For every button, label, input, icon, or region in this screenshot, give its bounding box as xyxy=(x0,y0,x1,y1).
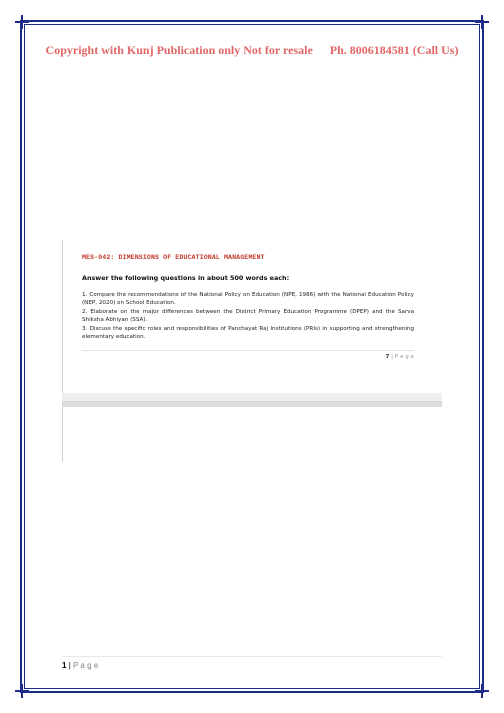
footer-page-number: 1 xyxy=(62,661,67,670)
corner-ornament-icon xyxy=(15,15,29,29)
footer-page-word: P a g e xyxy=(73,661,99,670)
corner-ornament-icon xyxy=(475,15,489,29)
question-item: 1. Compare the recommendations of the National Policy on Education (NPE, 1986) with the National Education Policy (NEP, 2020) on School Education. xyxy=(82,292,414,307)
page-gap xyxy=(62,393,442,401)
copyright-header xyxy=(0,43,504,58)
question-list xyxy=(82,291,414,341)
question-item: 2. Elaborate on the major differences between the District Primary Education Programme (DPEP) and the Sarva Shiksha Abhiyan (SSA). xyxy=(82,308,414,324)
embedded-page-word: P a g e xyxy=(394,354,414,360)
embedded-page-number: 7 | P a g e xyxy=(385,354,414,360)
corner-ornament-icon xyxy=(15,684,29,698)
embedded-page-edge xyxy=(62,240,63,462)
question-item: 3. Discuss the specific roles and responsibilities of Panchayat Raj Institutions (PRIs) in supporting and strengthening elementary education. xyxy=(82,325,414,341)
embedded-footer-rule xyxy=(82,350,414,351)
course-title: MES-042: DIMENSIONS OF EDUCATIONAL MANAGEMENT xyxy=(82,254,265,261)
page-separator-band xyxy=(62,401,442,407)
instruction-text: Answer the following questions in about 500 words each: xyxy=(82,274,290,282)
phone-text: Ph. 8006184581 (Call Us) xyxy=(329,43,459,57)
footer-rule xyxy=(62,656,442,657)
embedded-page-content xyxy=(82,254,414,341)
page-footer xyxy=(62,661,98,670)
footer-separator: | xyxy=(68,661,71,670)
embedded-page-num: 7 xyxy=(385,354,390,360)
corner-ornament-icon xyxy=(475,684,489,698)
copyright-text: Copyright with Kunj Publication only Not for resale xyxy=(45,43,313,57)
